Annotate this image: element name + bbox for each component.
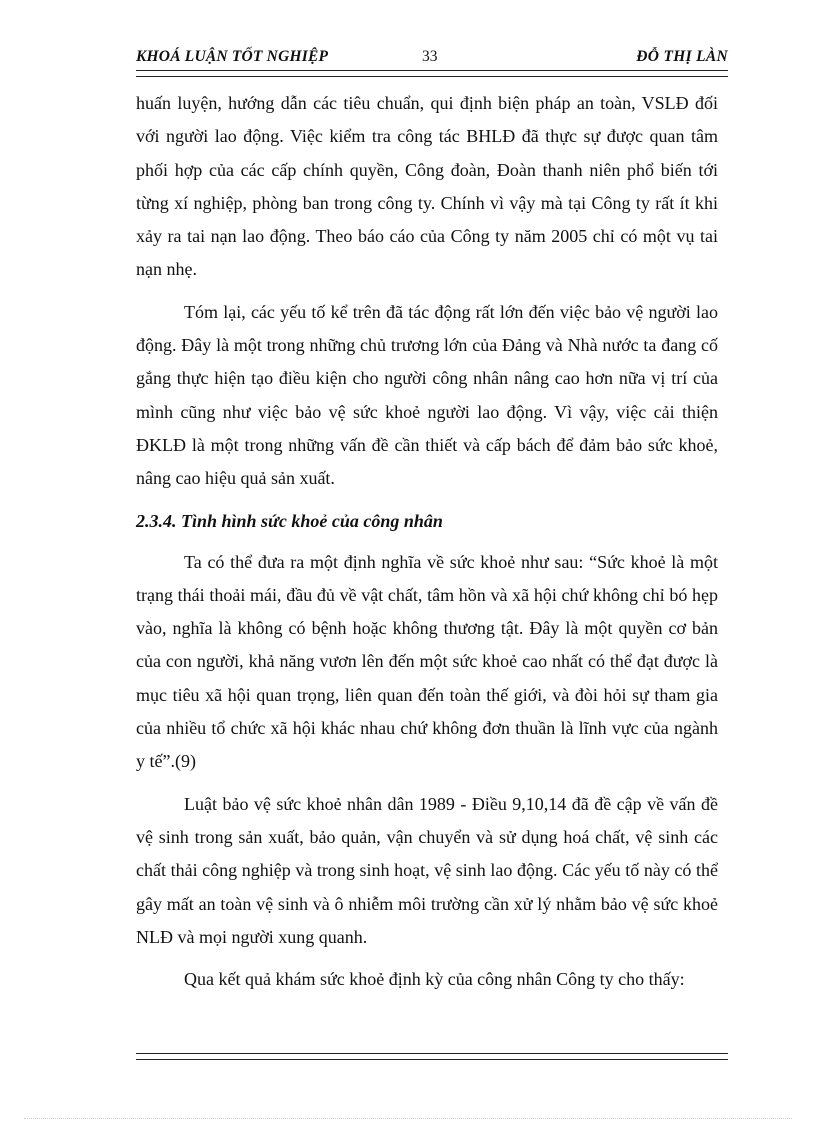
- header-thesis-title: KHOÁ LUẬN TỐT NGHIỆP: [136, 48, 329, 65]
- page-edge-dotted-line: [24, 1118, 792, 1120]
- page-body: [136, 87, 718, 1005]
- paragraph-continued: huấn luyện, hướng dẫn các tiêu chuẩn, qui định biện pháp an toàn, VSLĐ đối với người lao động. Việc kiểm tra công tác BHLĐ đã thực sự được quan tâm phối hợp của các cấp chính quyền, Công đoàn, Đoàn thanh niên phổ biến tới từng xí nghiệp, phòng ban trong công ty. Chính vì vậy mà tại Công ty rất ít khi xảy ra tai nạn lao động. Theo báo cáo của Công ty năm 2005 chỉ có một vụ tai nạn nhẹ.: [136, 93, 718, 280]
- page-header: [136, 44, 728, 72]
- page-number: 33: [422, 48, 438, 65]
- header-author-name: ĐỖ THỊ LÀN: [636, 48, 728, 65]
- paragraph-checkup-results: Qua kết quả khám sức khoẻ định kỳ của công nhân Công ty cho thấy:: [184, 969, 685, 990]
- paragraph-summary: Tóm lại, các yếu tố kể trên đã tác động rất lớn đến việc bảo vệ người lao động. Đây là một trong những chủ trương lớn của Đảng và Nhà nước ta đang cố gắng thực hiện tạo điều kiện cho người công nhân nâng cao hơn nữa vị trí của mình cũng như việc bảo vệ sức khoẻ người lao động. Vì vậy, việc cải thiện ĐKLĐ là một trong những vấn đề cần thiết và cấp bách để đảm bảo sức khoẻ, nâng cao hiệu quả sản xuất.: [136, 301, 718, 489]
- paragraph-health-law: Luật bảo vệ sức khoẻ nhân dân 1989 - Điều 9,10,14 đã đề cập về vấn đề vệ sinh trong sản xuất, bảo quản, vận chuyển và sử dụng hoá chất, vệ sinh các chất thải công nghiệp và trong sinh hoạt, vệ sinh lao động. Các yếu tố này có thể gây mất an toàn vệ sinh và ô nhiễm môi trường cần xử lý nhằm bảo vệ sức khoẻ NLĐ và mọi người xung quanh.: [136, 793, 718, 947]
- footer-double-rule: [136, 1053, 728, 1060]
- section-heading: 2.3.4. Tình hình sức khoẻ của công nhân: [136, 510, 443, 531]
- paragraph-health-definition: Ta có thể đưa ra một định nghĩa về sức khoẻ như sau: “Sức khoẻ là một trạng thái thoải mái, đầu đủ về vật chất, tâm hồn và xã hội chứ không chỉ bó hẹp vào, nghĩa là không có bệnh hoặc không thương tật. Đây là một quyền cơ bản của con người, khả năng vươn lên đến một sức khoẻ cao nhất có thể đạt được là mục tiêu xã hội quan trọng, liên quan đến toàn thế giới, và đòi hỏi sự tham gia của nhiều tổ chức xã hội khác nhau chứ không đơn thuần là lĩnh vực của ngành y tế”.(9): [136, 551, 718, 772]
- header-double-rule: [136, 70, 728, 77]
